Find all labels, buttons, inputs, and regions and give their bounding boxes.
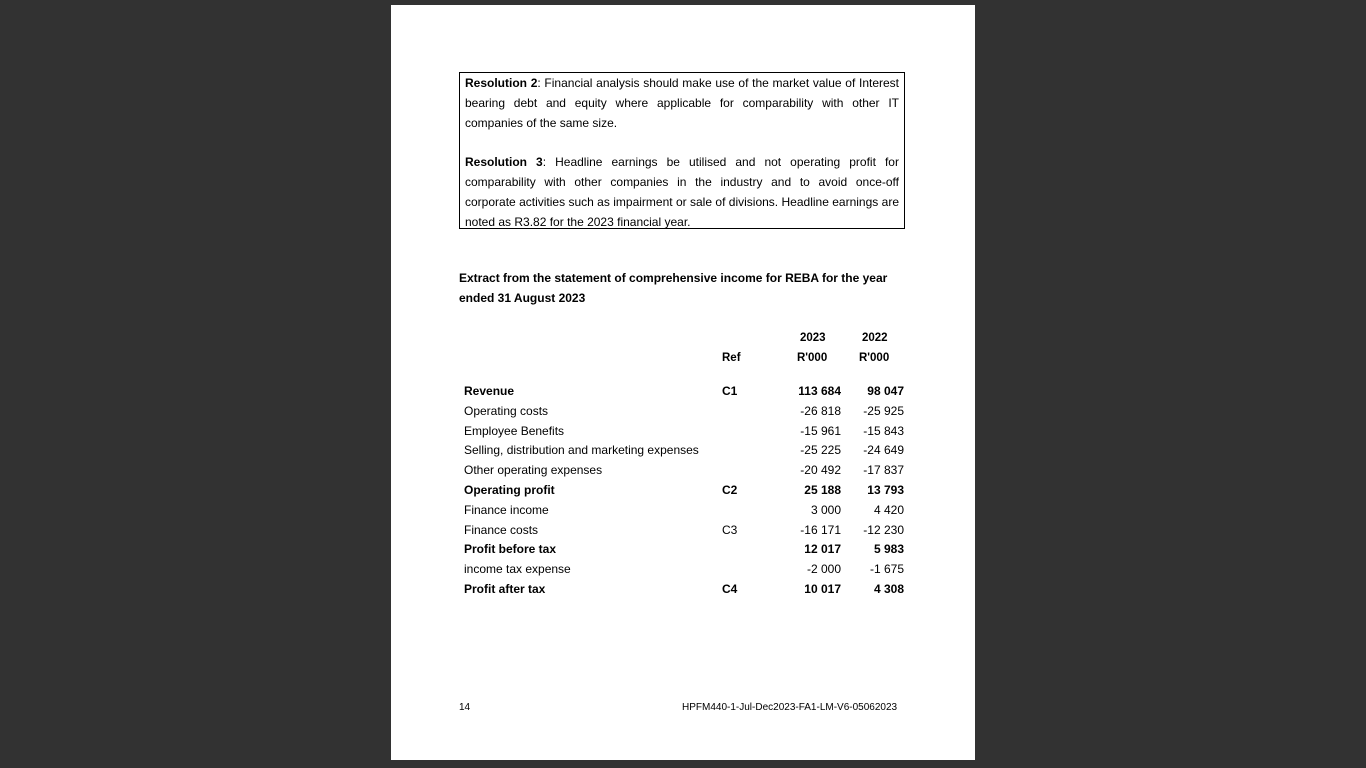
table-row <box>464 441 904 461</box>
header-unit-2022: R'000 <box>859 352 890 364</box>
table-row <box>464 521 904 541</box>
header-ref: Ref <box>722 352 741 364</box>
row-value-2023: -2 000 <box>806 562 841 577</box>
row-value-2022: -25 925 <box>863 403 904 418</box>
row-value-2022: -15 843 <box>863 423 904 438</box>
table-row <box>464 422 904 442</box>
row-label: Operating profit <box>464 482 555 497</box>
table-row <box>464 501 904 521</box>
resolution-2 <box>465 73 899 133</box>
row-value-2023: -26 818 <box>800 403 841 418</box>
row-value-2022: -1 675 <box>869 562 904 577</box>
row-value-2023: -15 961 <box>800 423 841 438</box>
resolution-3 <box>465 152 899 232</box>
extract-heading: Extract from the statement of comprehensive income for REBA for the year ended 31 August 2023 <box>459 271 888 305</box>
table-row <box>464 560 904 580</box>
row-value-2022: 5 983 <box>873 542 904 557</box>
row-value-2023: -16 171 <box>800 522 841 537</box>
row-value-2023: -25 225 <box>800 443 841 458</box>
resolution-2-title: Resolution 2 <box>465 76 538 90</box>
row-label: Profit after tax <box>464 581 546 596</box>
income-statement-table <box>464 382 904 600</box>
row-value-2022: 4 308 <box>873 581 904 596</box>
row-ref: C1 <box>722 384 738 398</box>
row-value-2022: -17 837 <box>863 463 904 478</box>
resolution-3-title: Resolution 3 <box>465 155 543 169</box>
row-value-2023: 10 017 <box>804 581 841 596</box>
row-value-2023: 3 000 <box>810 502 841 517</box>
row-label: Finance income <box>464 502 549 517</box>
row-value-2023: 12 017 <box>804 542 841 557</box>
row-value-2022: 4 420 <box>873 502 904 517</box>
header-year-2022: 2022 <box>862 332 888 344</box>
row-label: Other operating expenses <box>464 463 603 478</box>
row-value-2023: 25 188 <box>804 482 841 497</box>
document-code: HPFM440-1-Jul-Dec2023-FA1-LM-V6-05062023 <box>682 702 898 713</box>
row-value-2023: 113 684 <box>798 384 841 398</box>
document-page <box>391 5 975 760</box>
table-row <box>464 382 904 402</box>
row-value-2022: 13 793 <box>867 482 904 497</box>
table-row <box>464 402 904 422</box>
row-value-2022: 98 047 <box>867 384 904 398</box>
resolutions-box <box>459 72 905 229</box>
row-ref: C3 <box>722 522 738 537</box>
row-value-2022: -12 230 <box>863 522 904 537</box>
resolution-3-text: : Headline earnings be utilised and not operating profit for comparability with other companies in the industry and to avoid once-off corporate activities such as impairment or sale of divisions. Headline earnings are noted as R3.82 for the 2023 financial year. <box>465 155 899 229</box>
row-value-2023: -20 492 <box>800 463 841 478</box>
table-row <box>464 540 904 560</box>
row-label: Operating costs <box>464 403 549 418</box>
resolution-2-text: : Financial analysis should make use of the market value of Interest bearing debt and equity where applicable for comparability with other IT companies of the same size. <box>465 76 900 130</box>
row-ref: C2 <box>722 482 738 497</box>
table-row <box>464 481 904 501</box>
page-number: 14 <box>459 702 471 713</box>
row-label: Profit before tax <box>464 542 557 557</box>
row-label: Employee Benefits <box>464 423 565 438</box>
row-label: income tax expense <box>464 562 571 577</box>
row-label: Selling, distribution and marketing expenses <box>464 443 699 458</box>
row-label: Revenue <box>464 384 515 398</box>
row-label: Finance costs <box>464 522 539 537</box>
header-unit-2023: R'000 <box>797 352 828 364</box>
row-ref: C4 <box>722 581 738 596</box>
table-row <box>464 461 904 481</box>
table-row <box>464 580 904 600</box>
row-value-2022: -24 649 <box>863 443 904 458</box>
header-year-2023: 2023 <box>800 332 826 344</box>
